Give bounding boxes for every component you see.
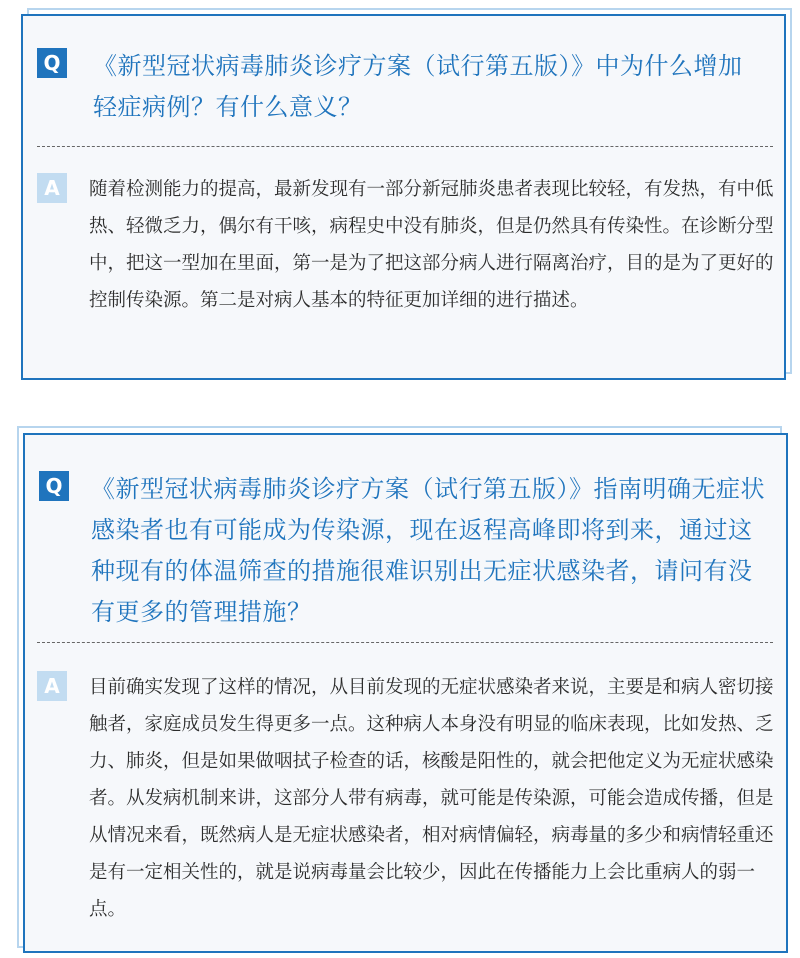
question-text: 《新型冠状病毒肺炎诊疗方案（试行第五版）》中为什么增加轻症病例？有什么意义？ (93, 52, 743, 121)
card-1 (21, 14, 786, 380)
answer-text: 随着检测能力的提高，最新发现有一部分新冠肺炎患者表现比较轻，有发热，有中低热、轻微乏力，偶尔有干咳，病程史中没有肺炎，但是仍然具有传染性。在诊断分型中，把这一型加在里面，第一是为了把这部分病人进行隔离治疗，目的是为了更好的控制传染源。第二是对病人基本的特征更加详细的进行描述。 (89, 179, 774, 311)
question-badge: Q (37, 48, 67, 78)
question-text: 《新型冠状病毒肺炎诊疗方案（试行第五版）》指南明确无症状感染者也有可能成为传染源，现在返程高峰即将到来，通过这种现有的体温筛查的措施很难识别出无症状感染者，请问有没有更多的管理措施？ (91, 475, 765, 626)
answer-badge: A (37, 671, 67, 701)
dashed-divider (37, 642, 773, 643)
question-badge: Q (39, 471, 69, 501)
answer-text: 目前确实发现了这样的情况，从目前发现的无症状感染者来说，主要是和病人密切接触者，家庭成员发生得更多一点。这种病人本身没有明显的临床表现，比如发热、乏力、肺炎，但是如果做咽拭子检查的话，核酸是阳性的，就会把他定义为无症状感染者。从发病机制来讲，这部分人带有病毒，就可能是传染源，可能会造成传播，但是从情况来看，既然病人是无症状感染者，相对病情偏轻，病毒量的多少和病情轻重还是有一定相关性的，就是说病毒量会比较少，因此在传播能力上会比重病人的弱一点。 (89, 677, 774, 920)
card-2 (23, 433, 788, 953)
dashed-divider (37, 146, 773, 147)
answer-badge: A (37, 173, 67, 203)
